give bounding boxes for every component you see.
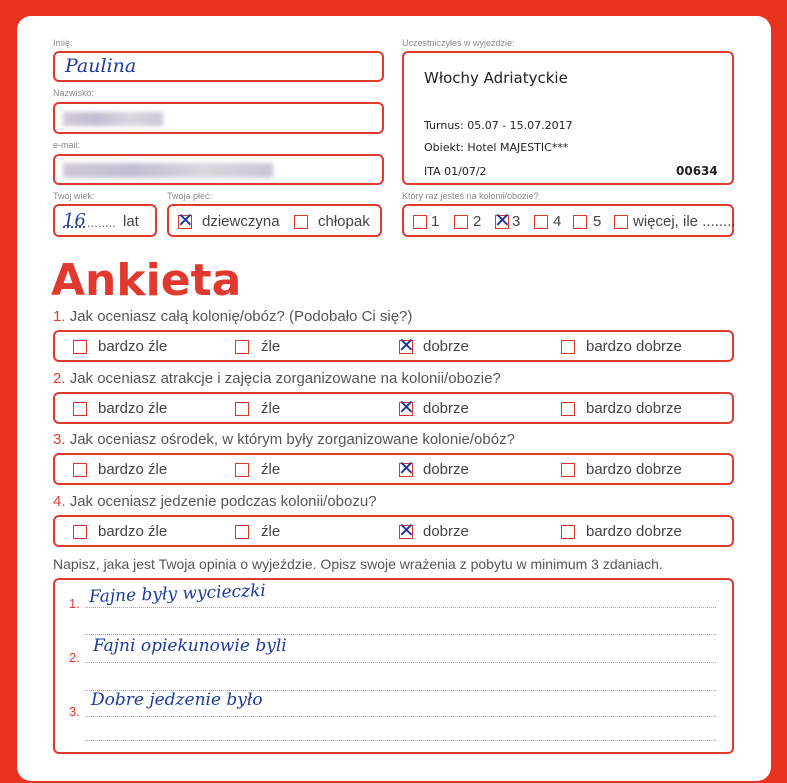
age-field[interactable] [53, 204, 157, 237]
trip-info-box [402, 51, 734, 185]
email-label: e-mail: [53, 140, 81, 150]
times-2-label: 2 [473, 213, 482, 230]
q3-very-good-checkbox[interactable] [561, 463, 575, 477]
gender-male-label: chłopak [318, 213, 370, 230]
option-label: źle [261, 523, 281, 540]
surname-label: Nazwisko: [53, 88, 95, 98]
survey-sheet [17, 16, 771, 781]
option-label: źle [261, 400, 281, 417]
email-field[interactable] [53, 154, 384, 185]
name-label: Imię: [53, 38, 73, 48]
gender-female-label: dziewczyna [202, 213, 280, 230]
check-mark-icon: ✕ [398, 518, 415, 542]
q4-very-bad-checkbox[interactable] [73, 525, 87, 539]
opinion-line-number: 1. [69, 596, 80, 611]
writing-line [85, 607, 716, 608]
q4-very-good-checkbox[interactable] [561, 525, 575, 539]
opinion-line-text: Fajni opiekunowie byli [93, 636, 287, 656]
option-label: bardzo dobrze [586, 523, 682, 540]
answer-row-2 [53, 392, 734, 424]
option-label: źle [261, 338, 281, 355]
question-text: Jak oceniasz ośrodek, w którym były zorganizowane kolonie/obóz? [69, 431, 515, 448]
survey-title: Ankieta [51, 255, 242, 306]
q2-good-checkbox[interactable] [398, 395, 415, 419]
writing-line [85, 740, 716, 741]
option-label: dobrze [423, 523, 469, 540]
q4-good-checkbox[interactable] [398, 518, 415, 542]
option-label: bardzo dobrze [586, 400, 682, 417]
times-4-checkbox[interactable] [534, 215, 548, 229]
trip-number: 00634 [676, 164, 718, 178]
question-3 [53, 431, 515, 448]
q3-very-bad-checkbox[interactable] [73, 463, 87, 477]
writing-line [85, 662, 716, 663]
option-label: dobrze [423, 338, 469, 355]
redacted-surname [63, 112, 163, 126]
question-number: 2. [53, 370, 66, 387]
option-label: bardzo źle [98, 523, 168, 540]
opinion-line-text: Fajne były wycieczki [88, 580, 267, 608]
writing-line [85, 634, 716, 635]
check-mark-icon: ✕ [398, 333, 415, 357]
age-label: Twój wiek: [53, 191, 95, 201]
opinion-box[interactable] [53, 578, 734, 754]
option-label: dobrze [423, 400, 469, 417]
option-label: bardzo źle [98, 461, 168, 478]
times-2-checkbox[interactable] [454, 215, 468, 229]
opinion-line-text: Dobre jedzenie było [91, 690, 263, 710]
times-1-label: 1 [431, 213, 440, 230]
q4-bad-checkbox[interactable] [235, 525, 249, 539]
question-text: Jak oceniasz całą kolonię/obóz? (Podobało Ci się?) [69, 308, 413, 325]
option-label: bardzo źle [98, 338, 168, 355]
gender-field [167, 204, 382, 237]
trip-code: ITA 01/07/2 [424, 165, 487, 178]
answer-row-1 [53, 330, 734, 362]
check-mark-icon: ✕ [398, 456, 415, 480]
question-1 [53, 308, 412, 325]
gender-male-checkbox[interactable] [294, 215, 308, 229]
times-more-checkbox[interactable] [614, 215, 628, 229]
option-label: źle [261, 461, 281, 478]
writing-line [85, 716, 716, 717]
age-value: 16 [63, 210, 86, 231]
times-label: Który raz jesteś na kolonii/obozie? [402, 191, 539, 201]
q1-very-good-checkbox[interactable] [561, 340, 575, 354]
check-mark-icon: ✕ [398, 395, 415, 419]
times-4-label: 4 [553, 213, 562, 230]
name-value: Paulina [65, 55, 137, 77]
age-dots: ........ [87, 215, 116, 230]
answer-row-4 [53, 515, 734, 547]
question-number: 3. [53, 431, 66, 448]
gender-label: Twoja płeć: [167, 191, 213, 201]
option-label: dobrze [423, 461, 469, 478]
opinion-line-number: 3. [69, 704, 80, 719]
surname-field[interactable] [53, 102, 384, 134]
q2-very-bad-checkbox[interactable] [73, 402, 87, 416]
q3-good-checkbox[interactable] [398, 456, 415, 480]
option-label: bardzo dobrze [586, 461, 682, 478]
q3-bad-checkbox[interactable] [235, 463, 249, 477]
age-unit: lat [123, 213, 139, 230]
q1-very-bad-checkbox[interactable] [73, 340, 87, 354]
times-5-checkbox[interactable] [573, 215, 587, 229]
redacted-email [63, 163, 273, 178]
times-3-checkbox[interactable] [494, 208, 511, 232]
question-number: 1. [53, 308, 66, 325]
times-3-label: 3 [512, 213, 521, 230]
question-2 [53, 370, 501, 387]
gender-female-checkbox[interactable] [177, 208, 194, 232]
check-mark-icon: ✕ [494, 208, 511, 232]
times-5-label: 5 [593, 213, 602, 230]
times-1-checkbox[interactable] [413, 215, 427, 229]
name-field[interactable] [53, 51, 384, 82]
trip-obiekt: Obiekt: Hotel MAJESTIC*** [424, 141, 569, 154]
q1-good-checkbox[interactable] [398, 333, 415, 357]
q2-bad-checkbox[interactable] [235, 402, 249, 416]
question-number: 4. [53, 493, 66, 510]
q2-very-good-checkbox[interactable] [561, 402, 575, 416]
answer-row-3 [53, 453, 734, 485]
q1-bad-checkbox[interactable] [235, 340, 249, 354]
trip-turnus: Turnus: 05.07 - 15.07.2017 [424, 119, 573, 132]
check-mark-icon: ✕ [177, 208, 194, 232]
option-label: bardzo źle [98, 400, 168, 417]
option-label: bardzo dobrze [586, 338, 682, 355]
times-field [402, 204, 734, 237]
trip-name: Włochy Adriatyckie [424, 69, 568, 87]
question-text: Jak oceniasz atrakcje i zajęcia zorganizowane na kolonii/obozie? [69, 370, 501, 387]
question-4 [53, 493, 377, 510]
trip-label: Uczestniczyłeś w wyjeździe: [402, 38, 515, 48]
opinion-prompt: Napisz, jaka jest Twoja opinia o wyjeździe. Opisz swoje wrażenia z pobytu w minimum 3 zdaniach. [53, 556, 663, 572]
opinion-line-number: 2. [69, 650, 80, 665]
question-text: Jak oceniasz jedzenie podczas kolonii/obozu? [69, 493, 377, 510]
times-more-label: więcej, ile ........ [633, 213, 736, 230]
